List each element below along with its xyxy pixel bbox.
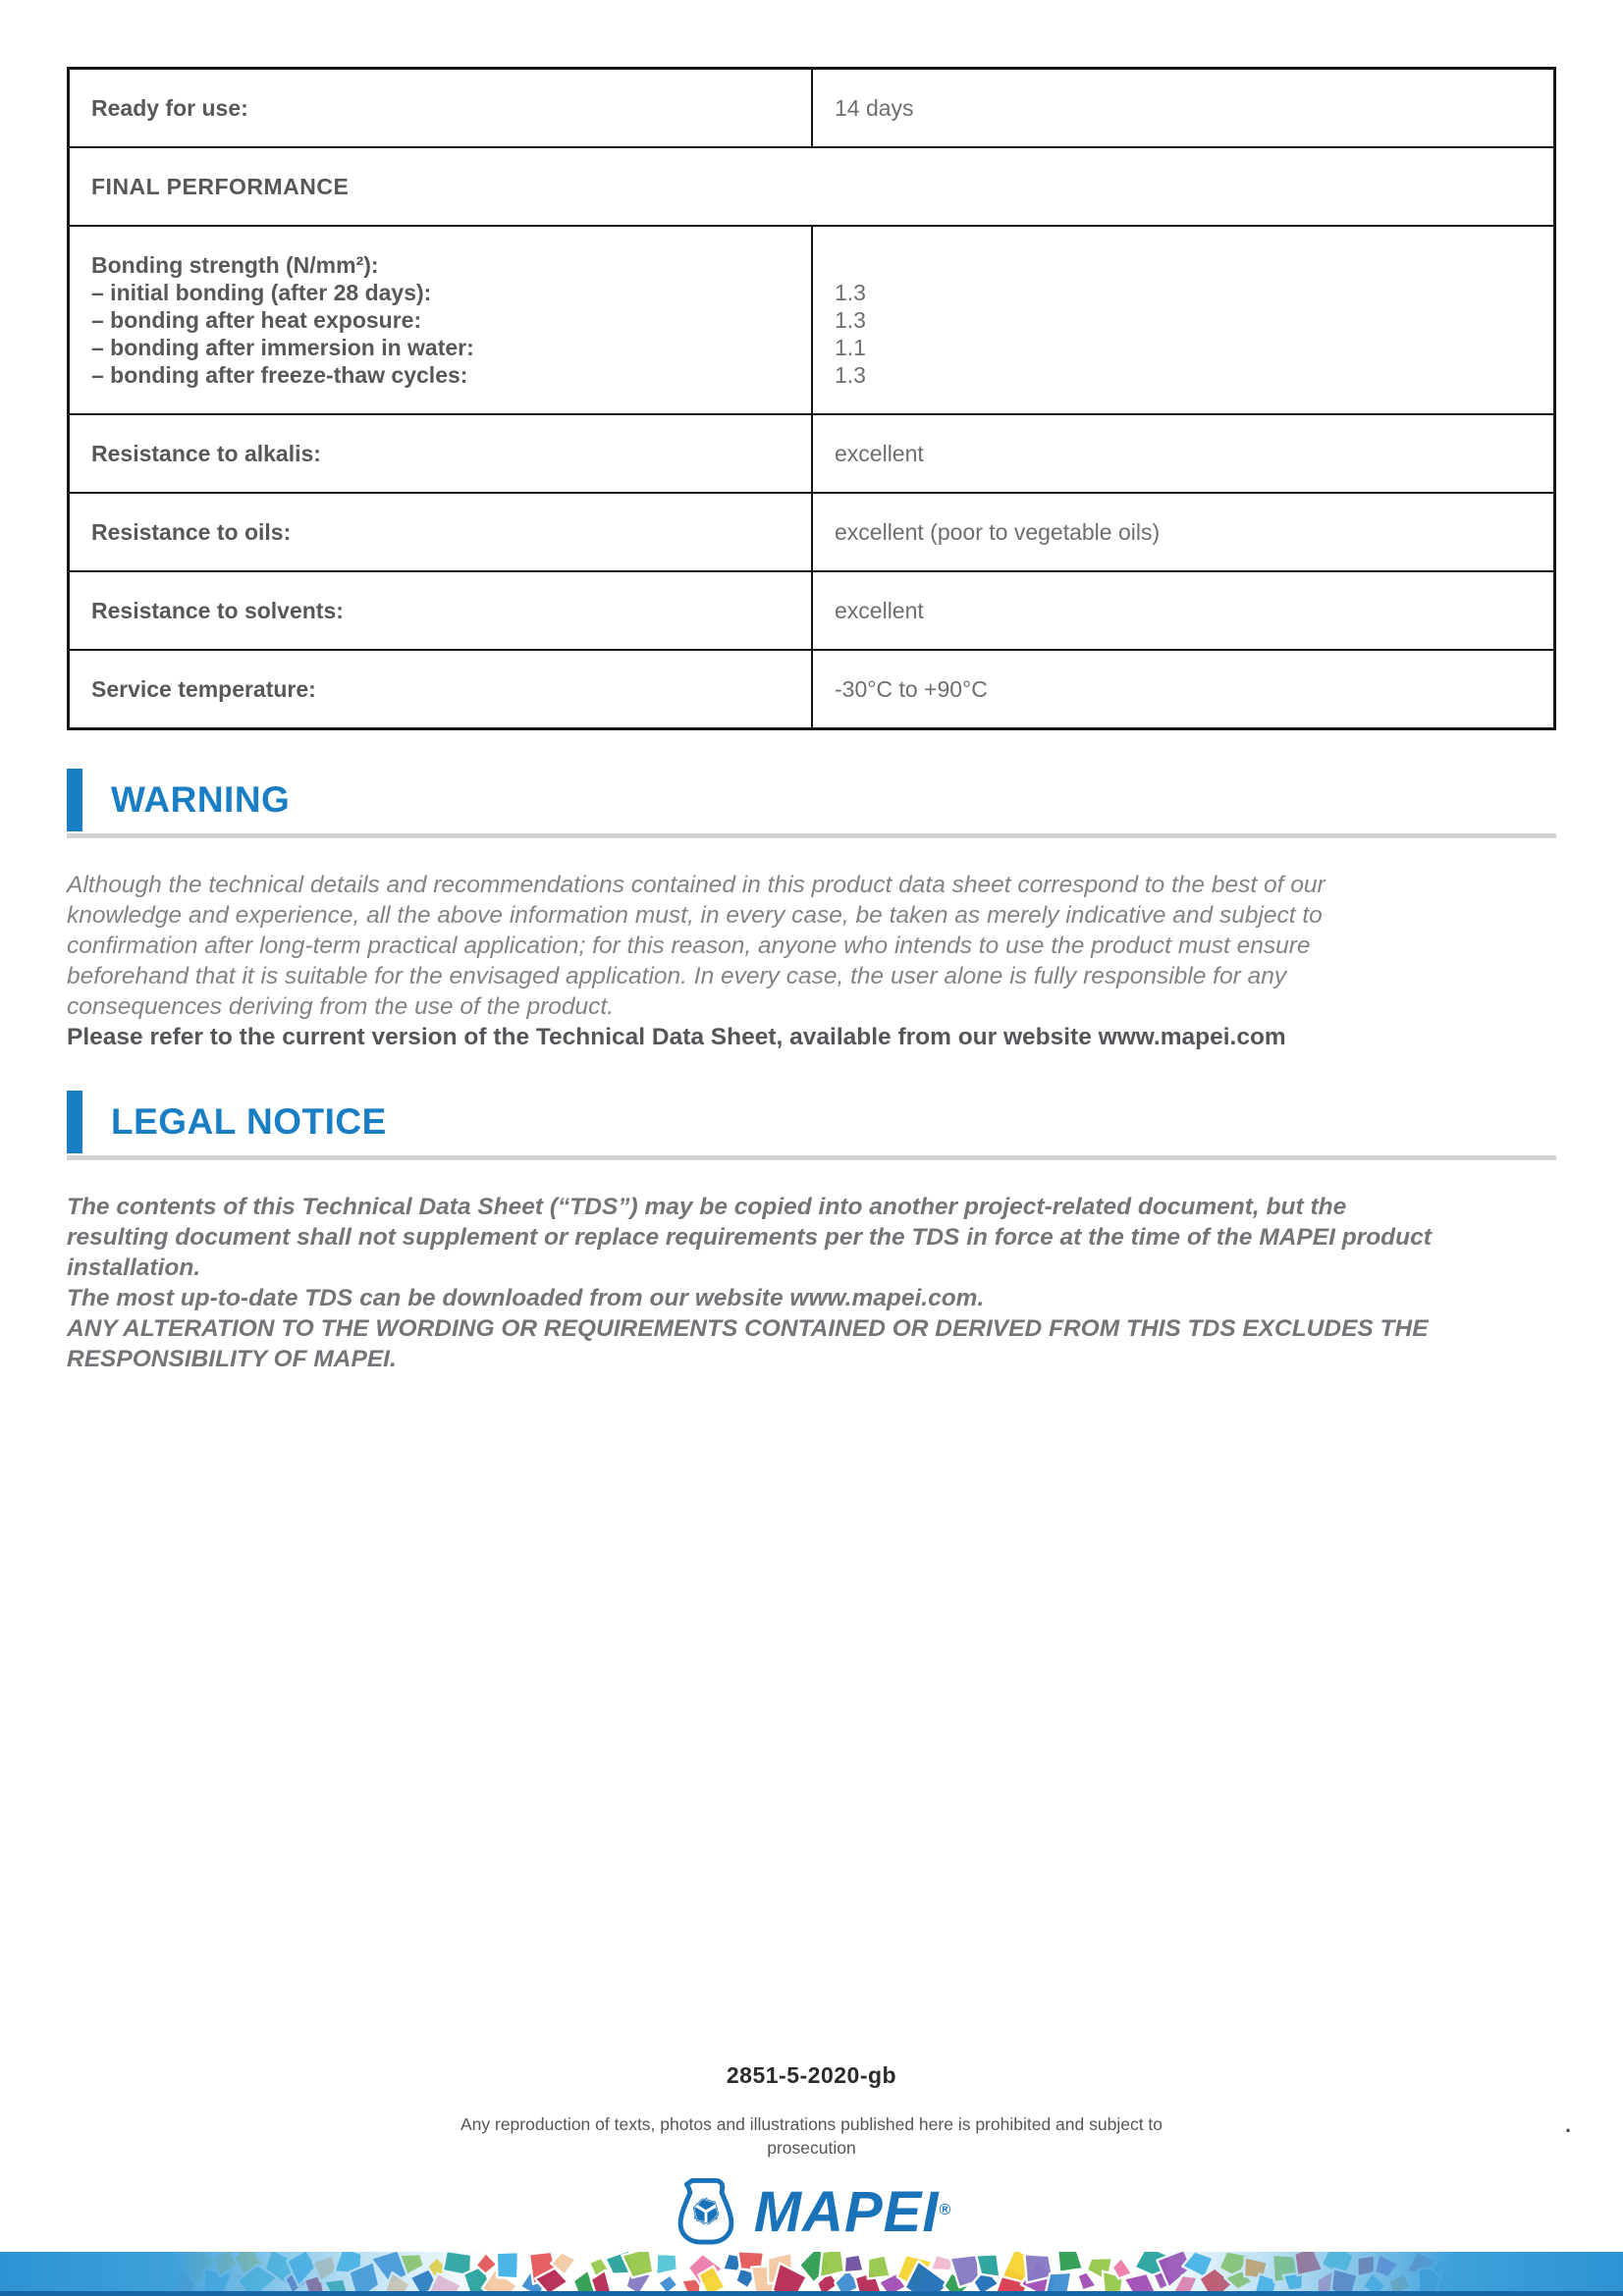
registered-trademark-symbol: ®	[939, 2202, 952, 2218]
paragraph-line: consequences deriving from the use of the product.	[67, 993, 615, 1020]
table-line: FINAL PERFORMANCE	[91, 174, 350, 199]
legal-heading-row	[67, 1091, 1556, 1153]
paragraph-line: beforehand that it is suitable for the envisaged application. In every case, the user alone is fully responsible for any	[67, 963, 1287, 989]
legal-notice-paragraph	[67, 1192, 1556, 1374]
table-line: 14 days	[835, 95, 914, 121]
table-cell-label	[70, 70, 813, 146]
table-line: -30°C to +90°C	[835, 676, 988, 702]
copyright-line-2: prosecution	[767, 2138, 856, 2158]
table-line: 1.3	[835, 307, 866, 333]
section-divider	[67, 1155, 1556, 1160]
warning-bold-line: Please refer to the current version of the Technical Data Sheet, available from our website www.mapei.com	[67, 1024, 1286, 1050]
section-divider	[67, 833, 1556, 838]
table-row	[70, 649, 1553, 727]
table-line: – bonding after immersion in water:	[91, 335, 474, 360]
mosaic-strip-graphic	[0, 2252, 1623, 2296]
table-row	[70, 570, 1553, 649]
paragraph-line: confirmation after long-term practical application; for this reason, anyone who intends to use the product must ensure	[67, 933, 1311, 959]
table-line: Ready for use:	[91, 95, 248, 121]
performance-table	[67, 67, 1556, 730]
mapei-flask-icon	[672, 2175, 740, 2250]
paragraph-line: Although the technical details and recommendations contained in this product data sheet correspond to the best of our	[67, 872, 1325, 898]
paragraph-line: knowledge and experience, all the above information must, in every case, be taken as merely indicative and subject to	[67, 902, 1323, 929]
table-section-label	[70, 148, 1553, 225]
table-line: Service temperature:	[91, 676, 316, 702]
warning-paragraph	[67, 870, 1556, 1022]
copyright-line-1: Any reproduction of texts, photos and illustrations published here is prohibited and subject to	[460, 2114, 1163, 2134]
paragraph-line: installation.	[67, 1255, 201, 1281]
mosaic-footer-strip	[0, 2252, 1623, 2296]
document-number: 2851-5-2020-gb	[726, 2062, 897, 2088]
heading-accent-bar	[67, 1091, 82, 1153]
paragraph-line: resulting document shall not supplement or replace requirements per the TDS in force at the time of the MAPEI product	[67, 1224, 1432, 1251]
table-line: excellent (poor to vegetable oils)	[835, 519, 1161, 545]
paragraph-line: ANY ALTERATION TO THE WORDING OR REQUIREMENTS CONTAINED OR DERIVED FROM THIS TDS EXCLUDES THE	[67, 1315, 1429, 1342]
table-line: Bonding strength (N/mm²):	[91, 252, 379, 278]
legal-notice-heading: LEGAL NOTICE	[111, 1101, 387, 1142]
table-line: 1.3	[835, 362, 866, 388]
table-cell-label	[70, 494, 813, 570]
table-cell-label	[70, 651, 813, 727]
warning-section	[67, 769, 1556, 1052]
table-cell-value	[813, 651, 1553, 727]
table-row	[70, 225, 1553, 413]
table-line: Resistance to alkalis:	[91, 441, 321, 466]
table-line: excellent	[835, 441, 924, 466]
mapei-logo	[672, 2175, 951, 2250]
table-line: 1.3	[835, 280, 866, 305]
table-cell-value	[813, 227, 1553, 413]
heading-accent-bar	[67, 769, 82, 831]
table-cell-value	[813, 70, 1553, 146]
legal-notice-section	[67, 1091, 1556, 1374]
table-cell-label	[70, 572, 813, 649]
warning-heading-row	[67, 769, 1556, 831]
table-line: – initial bonding (after 28 days):	[91, 280, 432, 305]
table-cell-value	[813, 494, 1553, 570]
table-line: – bonding after freeze-thaw cycles:	[91, 362, 468, 388]
table-row	[70, 70, 1553, 146]
table-section-row	[70, 146, 1553, 225]
warning-heading: WARNING	[111, 779, 291, 820]
table-cell-value	[813, 415, 1553, 492]
table-cell-value	[813, 572, 1553, 649]
table-row	[70, 413, 1553, 492]
table-line: 1.1	[835, 335, 866, 360]
table-row	[70, 492, 1553, 570]
table-line: excellent	[835, 598, 924, 623]
copyright-notice	[460, 2112, 1163, 2160]
table-line	[835, 251, 1532, 279]
paragraph-line: The most up-to-date TDS can be downloaded from our website www.mapei.com.	[67, 1285, 985, 1311]
page-footer	[0, 2062, 1623, 2250]
paragraph-line: RESPONSIBILITY OF MAPEI.	[67, 1346, 397, 1372]
table-line: Resistance to oils:	[91, 519, 292, 545]
table-cell-label	[70, 415, 813, 492]
table-line: Resistance to solvents:	[91, 598, 344, 623]
stray-period: .	[1565, 2112, 1572, 2137]
mapei-logo-wordmark: MAPEI®	[753, 2180, 952, 2244]
table-line: – bonding after heat exposure:	[91, 307, 422, 333]
paragraph-line: The contents of this Technical Data Sheet (“TDS”) may be copied into another project-related document, but the	[67, 1194, 1347, 1220]
table-cell-label	[70, 227, 813, 413]
